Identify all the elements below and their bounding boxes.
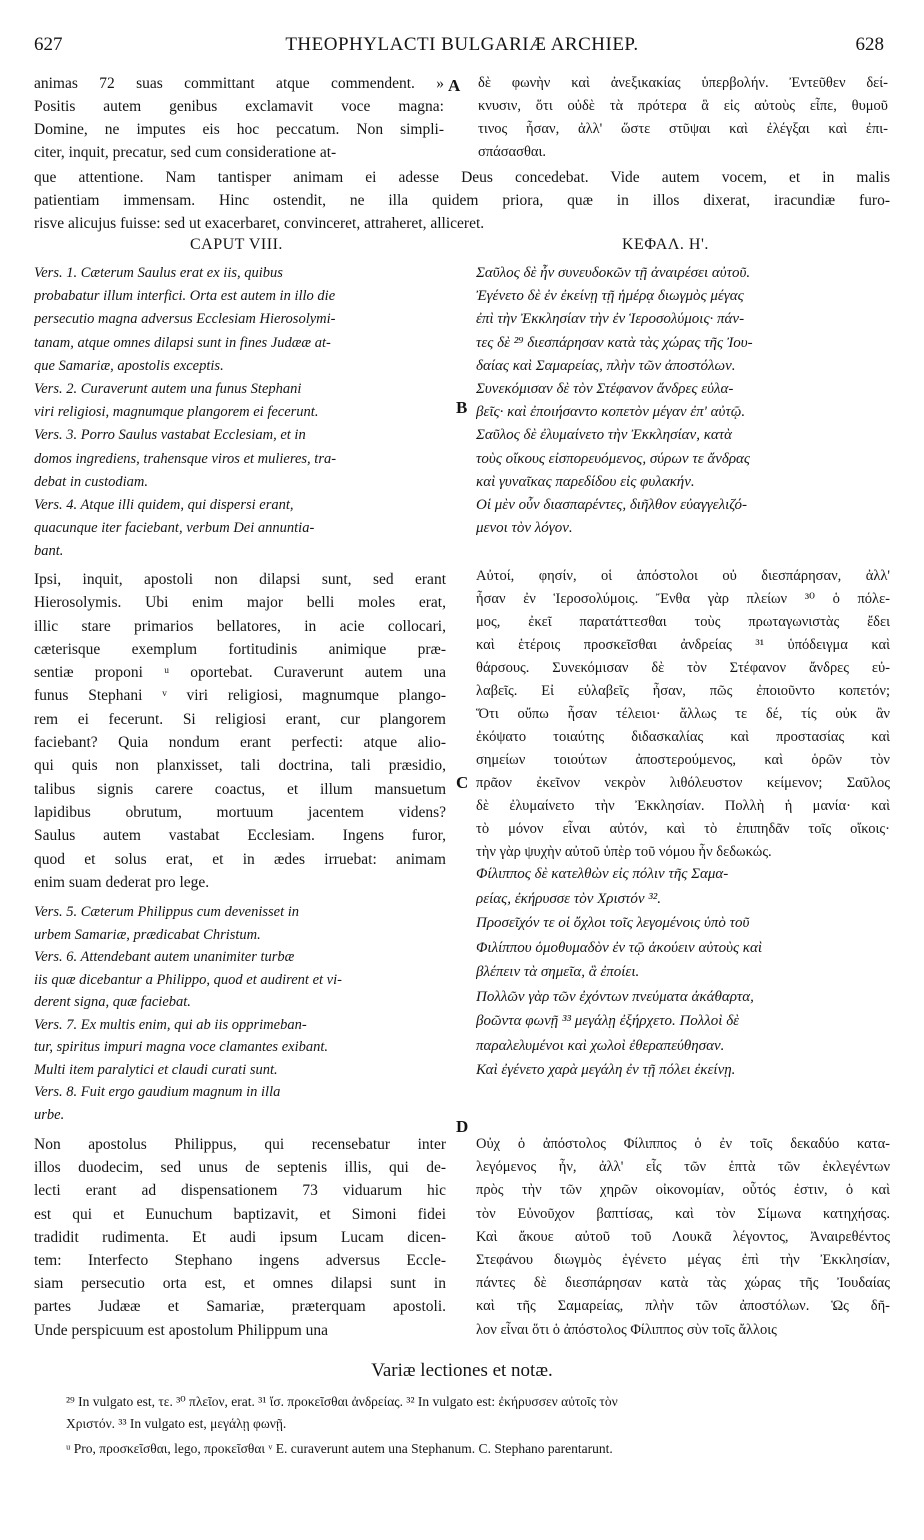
- margin-marker-a: A: [448, 76, 461, 95]
- text-line: que Samariæ, apostolis exceptis.: [34, 357, 224, 374]
- text-line: Hierosolymis. Ubi enim major belli moles erat,: [34, 594, 446, 612]
- text-line: funus Stephani ᵛ viri religiosi, magnumque plango-: [34, 687, 446, 705]
- text-line: debat in custodiam.: [34, 473, 148, 490]
- text-line: Ἐγένετο δὲ ἐν ἐκείνῃ τῇ ἡμέρᾳ διωγμὸς μέγας: [476, 288, 744, 305]
- text-line: θάρσους. Συνεκόμισαν δὲ τὸν Στέφανον ἄνδρες εὐ-: [476, 660, 890, 676]
- text-line: πρὸς τὴν τῶν χηρῶν οἰκονομίαν, οὗτός ἐστιν, ὁ καὶ: [476, 1182, 890, 1199]
- text-line: iis quæ dicebantur a Philippo, quod et audirent et vi-: [34, 971, 342, 988]
- top-full-width-paragraph: [34, 166, 890, 235]
- text-line: τες δὲ ²⁹ διεσπάρησαν κατὰ τὰς χώρας τῆς Ἰου-: [476, 334, 753, 351]
- text-line: tradidit rudimenta. Et audi ipsum Lucam dicen-: [34, 1228, 446, 1246]
- text-line: Αὐτοί, φησίν, οἱ ἀπόστολοι οὐ διεσπάρησαν, ἀλλ': [476, 568, 890, 584]
- text-line: persecutio magna adversus Ecclesiam Hierosolymi-: [34, 311, 336, 328]
- text-line: Unde perspicuum est apostolum Philippum una: [34, 1321, 329, 1339]
- text-line: σημείων τοιούτων ἀποστερούμενος, καὶ ὁρῶν τὸν: [476, 752, 890, 768]
- text-line: Σαῦλος δὲ ἐλυμαίνετο τὴν Ἐκκλησίαν, κατὰ: [476, 427, 733, 444]
- text-line: animas 72 suas committant atque commendent. »: [34, 75, 444, 92]
- text-line: βλέπειν τὰ σημεῖα, ἃ ἐποίει.: [476, 964, 640, 980]
- text-line: Vers. 4. Atque illi quidem, qui dispersi erant,: [34, 496, 294, 513]
- text-line: τοὺς οἴκους εἰσπορευόμενος, σύρων τε ἄνδρας: [476, 450, 751, 467]
- text-line: ρείας, ἐκήρυσσε τὸν Χριστόν ³².: [476, 890, 662, 907]
- text-line: Non apostolus Philippus, qui recensebatur inter: [34, 1136, 446, 1153]
- text-line: sentiæ proponi ᵘ oportebat. Curaverunt autem una: [34, 664, 446, 682]
- text-line: πάντες δὲ διεσπάρησαν κατὰ τὰς χώρας τῆς Ἰουδαίας: [476, 1275, 890, 1292]
- text-line: bant.: [34, 543, 64, 560]
- text-line: risve alicujus fuisse: sed ut exacerbaret, convinceret, attraheret, alliceret.: [34, 215, 485, 232]
- text-line: μενοι τὸν λόγον.: [476, 520, 573, 537]
- text-line: tem: Interfecto Stephano ingens adversus Eccle-: [34, 1251, 446, 1269]
- top-latin-continuation: [34, 72, 444, 164]
- text-line: Saulus autem vastabat Ecclesiam. Ingens furor,: [34, 827, 446, 845]
- text-line: ἐκόψατο τοιαύτης διδασκαλίας καὶ προστασίας καὶ: [476, 729, 890, 745]
- greek-verses-1-4: [476, 262, 890, 540]
- text-line: δὲ φωνὴν καὶ ἀνεξικακίας ὑπερβολήν. Ἐντεῦθεν δεί-: [478, 75, 888, 91]
- text-line: λαβεῖς. Εἰ εὐλαβεῖς ἦσαν, πῶς ἐποιοῦντο κοπετόν;: [476, 683, 890, 699]
- margin-marker-c: C: [456, 773, 469, 792]
- text-line: Vers. 6. Attendebant autem unanimiter turbæ: [34, 949, 295, 965]
- text-line: est qui et Eunuchum baptizavit, et Simoni fidei: [34, 1205, 446, 1223]
- text-line: κνυσιν, ὅτι οὐδὲ τὰ πρότερα ἃ εἰς αὐτοὺς εἶπε, θυμοῦ: [478, 98, 888, 114]
- text-line: δαίας καὶ Σαμαρείας, πλὴν τῶν ἀποστόλων.: [476, 357, 736, 374]
- caput-latin-heading: CAPUT VIII.: [190, 236, 283, 253]
- text-line: qui quis non planxisset, tali doctrina, tali præsidio,: [34, 757, 446, 775]
- text-line: Καὶ ἐγένετο χαρὰ μεγάλη ἐν τῇ πόλει ἐκείνῃ.: [476, 1062, 736, 1078]
- text-line: παραλελυμένοι καὶ χωλοὶ ἐθεραπεύθησαν.: [476, 1037, 725, 1054]
- text-line: καὶ τῆς Σαμαρείας, πλὴν τῶν ἀποστόλων. Ὡς δῆ-: [476, 1298, 890, 1315]
- text-line: quacunque iter faciebant, verbum Dei annuntia-: [34, 520, 315, 537]
- text-line: Πολλῶν γὰρ τῶν ἐχόντων πνεύματα ἀκάθαρτα,: [476, 988, 754, 1005]
- text-line: λον εἶναι ὅτι ὁ ἀπόστολος Φίλιππος σὺν τοῖς ἄλλοις: [476, 1321, 777, 1338]
- text-line: Φιλίππου ὁμοθυμαδὸν ἐν τῷ ἀκούειν αὐτοὺς καὶ: [476, 939, 763, 956]
- text-line: Vers. 5. Cæterum Philippus cum devenisset in: [34, 904, 300, 920]
- top-greek-continuation: [478, 72, 888, 164]
- text-line: Positis autem genibus exclamavit voce magna:: [34, 98, 444, 115]
- text-line: πρᾶον ἐκεῖνον νεκρὸν λιθόλευστον κείμενον; Σαῦλος: [476, 775, 890, 791]
- text-line: domos ingrediens, trahensque viros et mulieres, tra-: [34, 450, 337, 467]
- text-line: τὸ μόνον εἶναι αὐτόν, καὶ τὸ ἐπιπηδᾶν τοῖς οἴκοις·: [476, 821, 890, 837]
- text-line: Στεφάνου διωγμὸς ἐγένετο μέγας ἐπὶ τὴν Ἐκκλησίαν,: [476, 1251, 890, 1268]
- text-line: δὲ ἐλυμαίνετο τὴν Ἐκκλησίαν. Πολλὴ ἡ μανία· καὶ: [476, 798, 890, 814]
- text-line: Vers. 8. Fuit ergo gaudium magnum in illa: [34, 1084, 281, 1100]
- text-line: rem ei fecerunt. Si religiosi erant, cur plangorem: [34, 710, 446, 728]
- latin-commentary-2: [34, 1133, 446, 1342]
- text-line: derent signa, quæ faciebat.: [34, 994, 191, 1010]
- text-line: cæterisque exemplum fortitudinis animique præ-: [34, 640, 446, 658]
- text-line: lecti erant ad dispensationem 73 viduarum hic: [34, 1182, 446, 1200]
- text-line: lapidibus obrutum, mortuum jacentem videns?: [34, 803, 446, 821]
- text-line: tur, spiritus impuri magna voce clamantes exibant.: [34, 1039, 329, 1055]
- notes-title: Variæ lectiones et notæ.: [371, 1360, 553, 1381]
- text-line: τὸν Εὐνοῦχον βαπτίσας, καὶ τὸν Σίμωνα κατηχήσας.: [476, 1205, 890, 1222]
- text-line: Vers. 3. Porro Saulus vastabat Ecclesiam, et in: [34, 427, 306, 444]
- text-line: Multi item paralytici et claudi curati sunt.: [34, 1061, 278, 1078]
- note-line: ²⁹ In vulgato est, τε. ³⁰ πλεῖον, erat. ³¹ ἴσ. προκεῖσθαι ἀνδρείας. ³² In vulgato est: ἐκήρυσσεν αὐτοῖς τὸν: [66, 1394, 618, 1409]
- latin-verses-5-8: [34, 901, 446, 1126]
- caput-greek-heading: ΚΕΦΑΛ. Η'.: [622, 236, 709, 253]
- latin-commentary-1: [34, 568, 446, 894]
- text-line: partes Judææ et Samariæ, præterquam apostoli.: [34, 1298, 446, 1316]
- text-line: probabatur illum interfici. Orta est autem in illo die: [34, 288, 336, 305]
- page-number-right: 628: [855, 34, 884, 55]
- text-line: Domine, ne imputes eis hoc peccatum. Non simpli-: [34, 121, 444, 138]
- note-line: ᵘ Pro, προσκεῖσθαι, lego, προκεῖσθαι ᵛ E. curaverunt autem una Stephanum. C. Stephano parentarunt.: [66, 1441, 613, 1456]
- text-line: Συνεκόμισαν δὲ τὸν Στέφανον ἄνδρες εὐλα-: [476, 380, 734, 397]
- text-line: citer, inquit, precatur, sed cum consideratione at-: [34, 144, 337, 161]
- text-line: Vers. 7. Ex multis enim, qui ab iis opprimeban-: [34, 1016, 307, 1033]
- text-line: illic stare primarios bellatores, in acie collocari,: [34, 617, 446, 635]
- text-line: viri religiosi, magnumque plangorem ei fecerunt.: [34, 404, 319, 421]
- text-line: βοῶντα φωνῇ ³³ μεγάλῃ ἐξήρχετο. Πολλοὶ δὲ: [476, 1013, 740, 1029]
- text-line: Ὅτι οὔπω ἦσαν τέλειοι· ἄλλως τε δέ, τίς οὐκ ἂν: [476, 706, 890, 722]
- text-line: λεγόμενος ἦν, ἀλλ' εἷς τῶν ἑπτὰ τῶν ἐκλεγέντων: [476, 1159, 890, 1176]
- latin-verses-1-4: [34, 262, 446, 563]
- greek-commentary-2: [476, 1133, 890, 1342]
- running-header: [0, 34, 924, 56]
- text-line: enim suam dederat pro lege.: [34, 873, 210, 891]
- greek-verses-5-8: [476, 862, 890, 1083]
- text-line: μος, ἐκεῖ παρατάττεσθαι τοὺς πρωταγωνιστὰς ἔδει: [476, 614, 890, 630]
- note-line: Χριστόν. ³³ In vulgato est, μεγάλῃ φωνῇ.: [66, 1416, 287, 1431]
- text-line: Σαῦλος δὲ ἦν συνευδοκῶν τῇ ἀναιρέσει αὐτοῦ.: [476, 265, 751, 281]
- margin-marker-b: B: [456, 398, 468, 417]
- text-line: illos duodecim, sed unus de septenis illis, qui de-: [34, 1159, 446, 1177]
- text-line: Ipsi, inquit, apostoli non dilapsi sunt, sed erant: [34, 571, 446, 588]
- text-line: Καὶ ἄκουε αὐτοῦ τοῦ Λουκᾶ λέγοντος, Ἀναιρεθέντος: [476, 1228, 890, 1245]
- text-line: σπάσασθαι.: [478, 144, 547, 160]
- text-line: τινος ἦσαν, ἀλλ' ὥστε στῦψαι καὶ ἐλέγξαι καὶ ἐπι-: [478, 121, 888, 137]
- margin-marker-d: D: [456, 1117, 469, 1136]
- text-line: siam persecutio orta est, et omnes dilapsi sunt in: [34, 1275, 446, 1293]
- greek-commentary-1: [476, 565, 890, 864]
- text-line: ἦσαν ἐν Ἱεροσολύμοις. Ἔνθα γὰρ πλείων ³⁰ ὁ πόλε-: [476, 591, 890, 607]
- text-line: Οἱ μὲν οὖν διασπαρέντες, διῆλθον εὐαγγελιζό-: [476, 496, 747, 513]
- text-line: patientiam immensam. Hinc ostendit, ne illa quidem priora, quæ in illos dixerat, iracundiæ furo-: [34, 192, 890, 209]
- text-line: urbe.: [34, 1106, 65, 1123]
- text-line: Οὐχ ὁ ἀπόστολος Φίλιππος ὁ ἐν τοῖς δεκαδύο κατα-: [476, 1136, 890, 1152]
- text-line: καὶ ἑτέροις προσκεῖσθαι ἀνδρείας ³¹ ὑπόδειγμα καὶ: [476, 637, 890, 653]
- text-line: que attentione. Nam tantisper animam ei adesse Deus concedebat. Vide autem vocem, et in malis: [34, 169, 890, 186]
- text-line: τὴν γὰρ ψυχὴν αὐτοῦ ὑπὲρ τοῦ νόμου ἦν δεδωκώς.: [476, 844, 772, 860]
- page-number-left: 627: [34, 34, 63, 55]
- text-line: Προσεῖχόν τε οἱ ὄχλοι τοῖς λεγομένοις ὑπὸ τοῦ: [476, 915, 750, 931]
- text-line: tanam, atque omnes dilapsi sunt in fines Judææ at-: [34, 334, 331, 351]
- text-line: βεῖς· καὶ ἐποιήσαντο κοπετὸν μέγαν ἐπ' αὐτῷ.: [476, 404, 746, 421]
- text-line: Vers. 1. Cæterum Saulus erat ex iis, quibus: [34, 265, 283, 281]
- text-line: Vers. 2. Curaverunt autem una funus Stephani: [34, 380, 302, 397]
- text-line: urbem Samariæ, prædicabat Christum.: [34, 926, 261, 943]
- running-title: THEOPHYLACTI BULGARIÆ ARCHIEP.: [285, 34, 639, 55]
- text-line: talibus signis carere coactus, et illum mansuetum: [34, 780, 446, 798]
- text-line: quod et solus erat, et in ædes irruebat: animam: [34, 850, 446, 868]
- text-line: Φίλιππος δὲ κατελθὼν εἰς πόλιν τῆς Σαμα-: [476, 866, 729, 882]
- text-line: faciebant? Quia nondum erant perfecti: atque alio-: [34, 734, 446, 752]
- text-line: καὶ γυναῖκας παρεδίδου εἰς φυλακήν.: [476, 473, 695, 490]
- text-line: ἐπὶ τὴν Ἐκκλησίαν τὴν ἐν Ἱεροσολύμοις· πάν-: [476, 311, 745, 328]
